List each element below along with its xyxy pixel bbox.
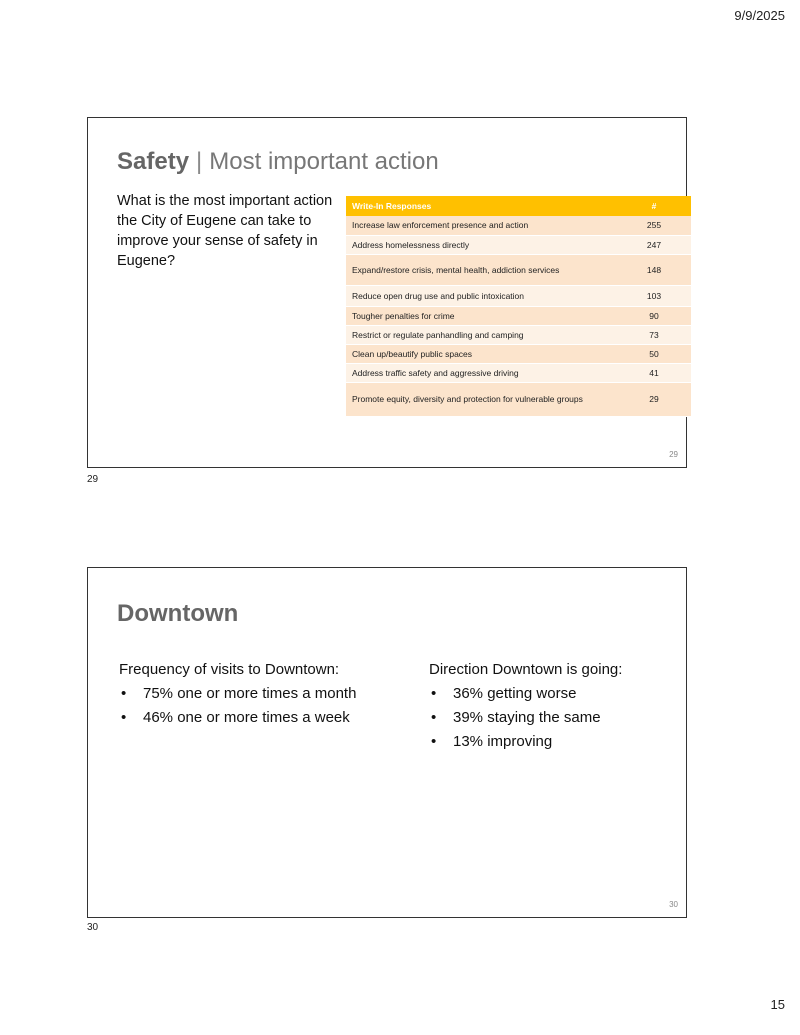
table-row bbox=[346, 382, 691, 416]
bullet-list bbox=[119, 685, 356, 726]
count-cell: 41 bbox=[617, 363, 691, 382]
visit-frequency-column bbox=[119, 661, 356, 733]
bullet-item: • 13% improving bbox=[429, 733, 622, 750]
response-cell: Expand/restore crisis, mental health, addiction services bbox=[346, 254, 617, 285]
response-cell: Reduce open drug use and public intoxication bbox=[346, 285, 617, 306]
column-heading: Direction Downtown is going: bbox=[429, 661, 623, 678]
bullet-item: • 46% one or more times a week bbox=[119, 709, 356, 726]
title-subtitle: Most important action bbox=[209, 148, 439, 175]
count-cell: 148 bbox=[617, 254, 691, 285]
downtown-direction-column bbox=[429, 661, 622, 757]
table-row bbox=[346, 363, 691, 382]
count-cell: 29 bbox=[617, 382, 691, 416]
slide-caption: 30 bbox=[87, 922, 99, 933]
bullet-item: • 75% one or more times a month bbox=[119, 685, 356, 702]
table-row bbox=[346, 216, 691, 235]
table-row bbox=[346, 235, 691, 254]
table-row bbox=[346, 306, 691, 325]
title-separator: | bbox=[196, 148, 203, 175]
slide-safety bbox=[87, 117, 687, 468]
page-date: 9/9/2025 bbox=[734, 8, 785, 23]
response-cell: Increase law enforcement presence and action bbox=[346, 216, 617, 235]
slide-title bbox=[117, 148, 439, 176]
bullet-item: • 39% staying the same bbox=[429, 709, 622, 726]
table-row bbox=[346, 254, 691, 285]
header-count: # bbox=[617, 196, 691, 216]
response-cell: Tougher penalties for crime bbox=[346, 306, 617, 325]
count-cell: 255 bbox=[617, 216, 691, 235]
count-cell: 50 bbox=[617, 344, 691, 363]
count-cell: 103 bbox=[617, 285, 691, 306]
bullet-item: • 36% getting worse bbox=[429, 685, 622, 702]
bullet-list bbox=[429, 685, 622, 750]
survey-question: What is the most important action the City of Eugene can take to improve your sense of safety in Eugene? bbox=[117, 193, 333, 269]
slide-number: 30 bbox=[669, 900, 678, 909]
title-bold: Safety bbox=[117, 148, 190, 175]
count-cell: 73 bbox=[617, 325, 691, 344]
table-row bbox=[346, 325, 691, 344]
slide-caption: 29 bbox=[87, 474, 99, 485]
column-heading: Frequency of visits to Downtown: bbox=[119, 661, 340, 678]
write-in-table bbox=[346, 196, 691, 417]
slide-title: Downtown bbox=[117, 600, 239, 627]
count-cell: 247 bbox=[617, 235, 691, 254]
slide-downtown bbox=[87, 567, 687, 918]
count-cell: 90 bbox=[617, 306, 691, 325]
response-cell: Promote equity, diversity and protection for vulnerable groups bbox=[346, 382, 617, 416]
slide-number: 29 bbox=[669, 450, 678, 459]
table-row bbox=[346, 344, 691, 363]
header-responses: Write-In Responses bbox=[346, 196, 617, 216]
page-number: 15 bbox=[770, 997, 785, 1012]
response-cell: Address traffic safety and aggressive driving bbox=[346, 363, 617, 382]
response-cell: Restrict or regulate panhandling and camping bbox=[346, 325, 617, 344]
table-header-row bbox=[346, 196, 691, 216]
response-cell: Clean up/beautify public spaces bbox=[346, 344, 617, 363]
response-cell: Address homelessness directly bbox=[346, 235, 617, 254]
table-row bbox=[346, 285, 691, 306]
